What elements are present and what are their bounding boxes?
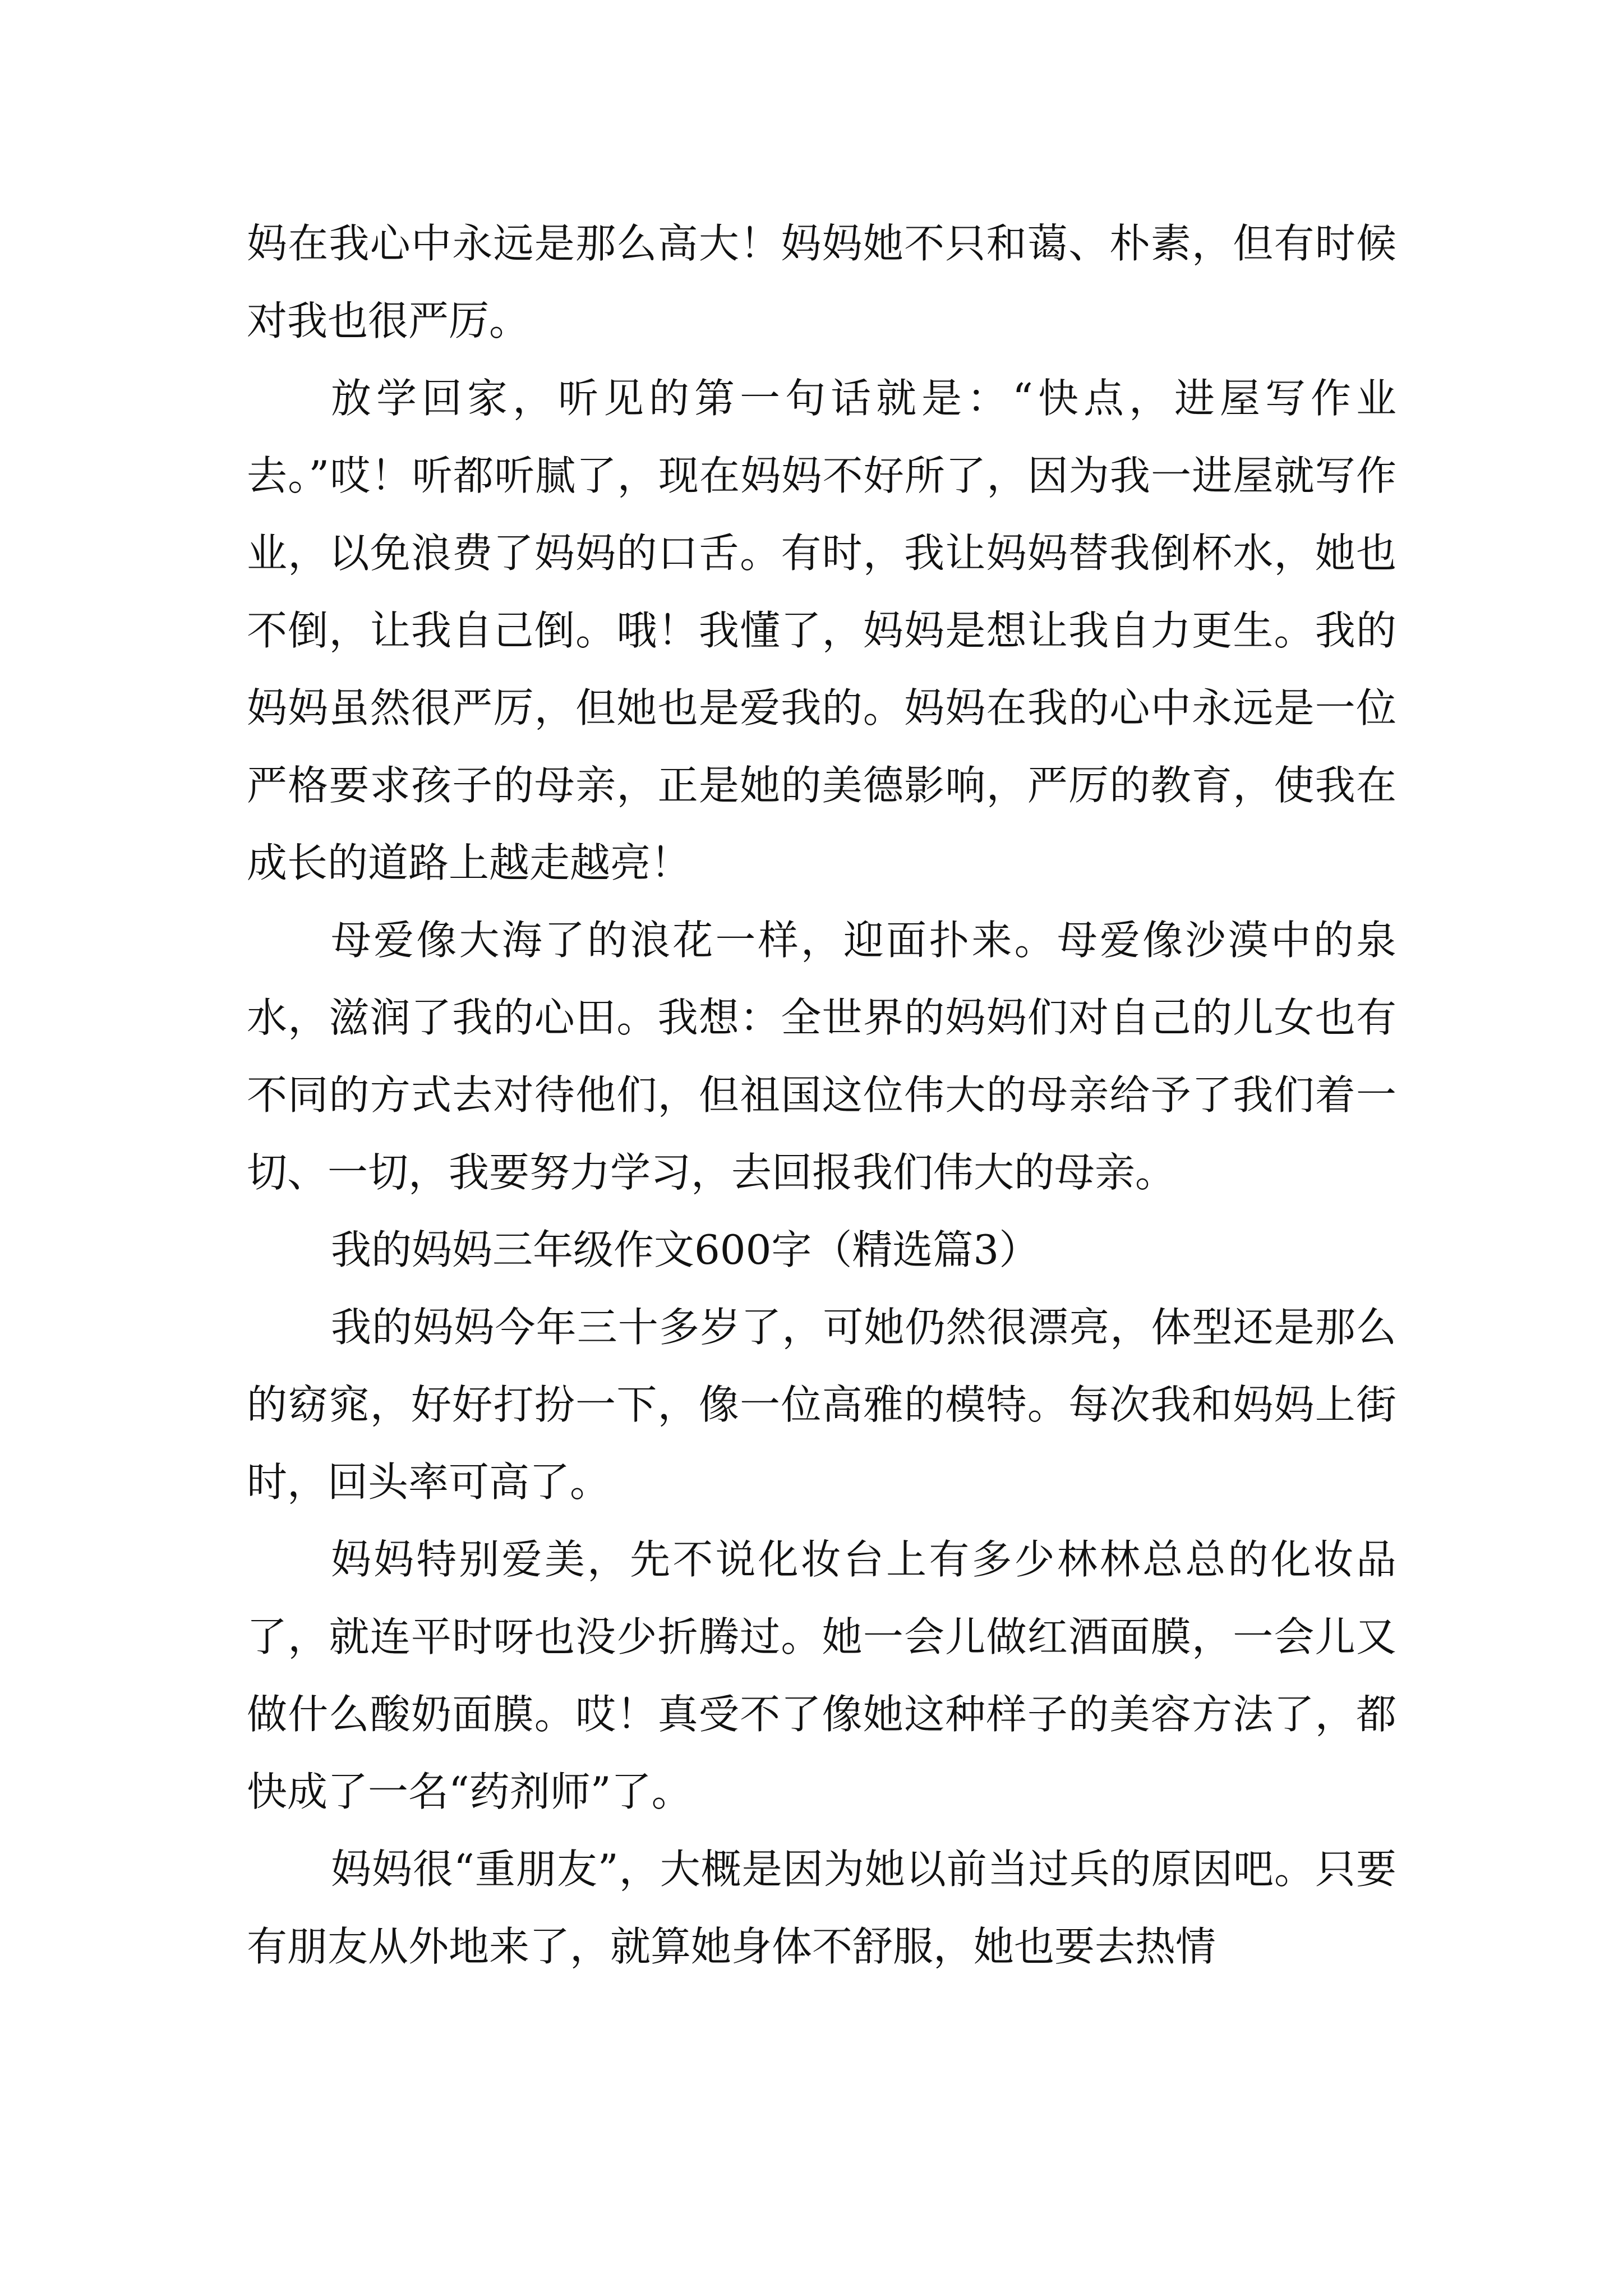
paragraph: 我的妈妈今年三十多岁了，可她仍然很漂亮，体型还是那么的窈窕，好好打扮一下，像一位高雅的模特。每次我和妈妈上街时，回头率可高了。 — [247, 1304, 1396, 1506]
paragraph: 母爱像大海了的浪花一样，迎面扑来。母爱像沙漠中的泉水，滋润了我的心田。我想：全世界的妈妈们对自己的儿女也有不同的方式去对待他们，但祖国这位伟大的母亲给予了我们着一切、一切，我要努力学习，去回报我们伟大的母亲。 — [247, 917, 1396, 1196]
paragraph: 妈妈很“重朋友”，大概是因为她以前当过兵的原因吧。只要有朋友从外地来了，就算她身体不舒服，她也要去热情 — [247, 1846, 1396, 1970]
paragraph: 妈妈特别爱美，先不说化妆台上有多少林林总总的化妆品了，就连平时呀也没少折腾过。她一会儿做红酒面膜，一会儿又做什么酸奶面膜。哎！真受不了像她这种样子的美容方法了，都快成了一名“药剂师”了。 — [247, 1536, 1396, 1815]
document-body — [247, 205, 1396, 1985]
paragraph-continuation: 妈在我心中永远是那么高大！妈妈她不只和蔼、朴素，但有时候对我也很严厉。 — [247, 220, 1396, 344]
paragraph: 放学回家，听见的第一句话就是：“快点，进屋写作业去。”哎！听都听腻了，现在妈妈不好所了，因为我一进屋就写作业，以免浪费了妈妈的口舌。有时，我让妈妈替我倒杯水，她也不倒，让我自己倒。哦！我懂了，妈妈是想让我自力更生。我的妈妈虽然很严厉，但她也是爱我的。妈妈在我的心中永远是一位严格要求孩子的母亲，正是她的美德影响，严厉的教育，使我在成长的道路上越走越亮！ — [247, 375, 1396, 886]
section-heading: 我的妈妈三年级作文600字（精选篇3） — [331, 1226, 1040, 1273]
